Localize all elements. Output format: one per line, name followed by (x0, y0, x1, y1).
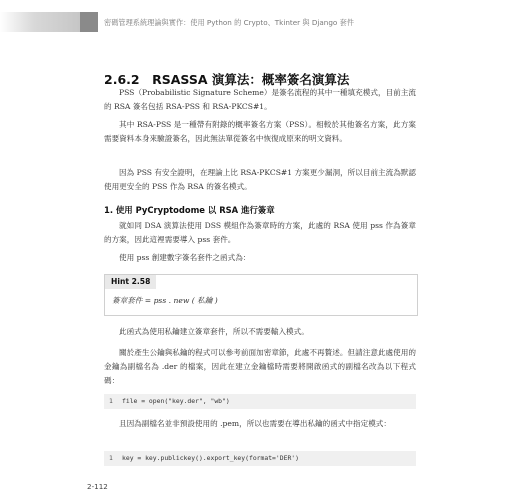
paragraph-5: 使用 pss 創建數字簽名套件之函式為： (119, 253, 251, 262)
code-line: file = open("key.der", "wb") (122, 397, 230, 405)
paragraph-8: 且因為副檔名並非預設使用的 .pem，所以也需要在導出私鑰的函式中指定模式： (119, 419, 391, 428)
paragraph-6: 此函式為使用私鑰建立簽章套件，所以不需要輸入模式。 (119, 327, 309, 336)
code-line-number: 1 (109, 454, 113, 462)
code-line-number: 1 (109, 397, 113, 405)
paragraph-1: PSS（Probabilistic Signature Scheme）是簽名流程的其中一種填充模式，目前主流的 RSA 簽名包括 RSA-PSS 和 RSA-PKCS#1。 (104, 88, 416, 111)
subheading: 1. 使用 PyCryptodome 以 RSA 進行簽章 (104, 205, 275, 215)
section-title: 2.6.2 RSASSA 演算法：概率簽名演算法 (104, 72, 350, 87)
header-tab (80, 12, 98, 32)
paragraph-7: 關於產生公鑰與私鑰的程式可以參考前面加密章節，此處不再贅述。但請注意此處使用的金鑰為副檔名為 .der 的檔案，因此在建立金鑰檔時需要將開啟函式的副檔名改為以下程式碼： (104, 348, 416, 385)
paragraph-2: 其中 RSA-PSS 是一種帶有附錄的概率簽名方案（PSS）。相較於其他簽名方案，此方案需要資料本身來驗證簽名，因此無法單從簽名中恢復成原來的明文資料。 (104, 120, 416, 143)
code-line: key = key.publickey().export_key(format='DER') (122, 454, 299, 462)
paragraph-4: 就如同 DSA 演算法使用 DSS 模組作為簽章時的方案，此處的 RSA 使用 pss 作為簽章的方案，因此這裡需要導入 pss 套件。 (104, 221, 416, 244)
code-block-2 (104, 451, 416, 466)
running-head: 密碼管理系統理論與實作：使用 Python 的 Crypto、Tkinter 與 Django 套件 (104, 18, 354, 27)
page-number: 2-112 (87, 482, 108, 491)
hint-label: Hint 2.58 (105, 275, 156, 289)
paragraph-3: 因為 PSS 有安全證明，在理論上比 RSA-PKCS#1 方案更少漏洞，所以目前主流為默認使用更安全的 PSS 作為 RSA 的簽名模式。 (104, 168, 417, 191)
hint-formula: 簽章套件 = pss . new ( 私鑰 ) (112, 296, 218, 305)
hint-box (104, 274, 418, 316)
code-block-1 (104, 394, 416, 409)
